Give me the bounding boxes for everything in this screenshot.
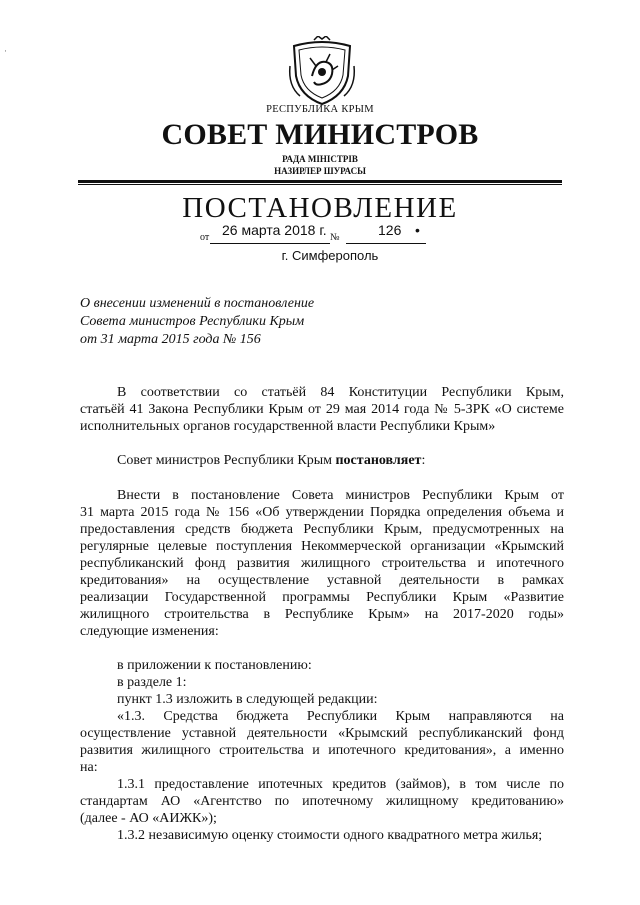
- number-tick: •: [415, 222, 420, 238]
- basis-line: исполнительных органов государственной власти Республики Крым»: [80, 419, 496, 434]
- council-title-crh: НАЗИРЛЕР ШУРАСЫ: [274, 166, 366, 176]
- subject-line: О внесении изменений в постановление: [80, 296, 315, 311]
- header-rule-thin: [78, 184, 562, 185]
- resolves-line: Совет министров Республики Крым постановляет:: [117, 453, 426, 468]
- date-underline: [210, 243, 330, 244]
- p13-line: осуществление уставной деятельности «Крымский республиканский фонд: [80, 726, 564, 741]
- decree-number: 126: [378, 222, 402, 238]
- amend-line: регулярные целевые поступления Некоммерческой организации «Крымский: [80, 539, 564, 554]
- document-type: ПОСТАНОВЛЕНИЕ: [182, 192, 458, 224]
- council-title: СОВЕТ МИНИСТРОВ: [161, 118, 479, 151]
- subject-line: от 31 марта 2015 года № 156: [80, 332, 261, 347]
- number-underline: [346, 243, 426, 244]
- margin-mark: ·: [4, 46, 7, 56]
- header-rule-thick: [78, 180, 562, 183]
- p13-line: на:: [80, 760, 98, 775]
- decree-date: 26 марта 2018 г.: [222, 222, 327, 238]
- council-title-ua: РАДА МІНІСТРІВ: [282, 154, 358, 164]
- amend-line: жилищного строительства в Республике Крым» на 2017-2020 годы»: [80, 607, 564, 622]
- amend-line: Внести в постановление Совета министров Республики Крым от: [117, 488, 564, 503]
- crimea-coat-of-arms-icon: [286, 36, 358, 108]
- p131-line: (далее - АО «АИЖК»);: [80, 811, 217, 826]
- republic-name: РЕСПУБЛИКА КРЫМ: [266, 104, 374, 115]
- city: г. Симферополь: [281, 248, 379, 263]
- from-label: от: [200, 232, 210, 243]
- p131-line: стандартам АО «Агентство по ипотечному жилищному кредитованию»: [80, 794, 564, 809]
- amend-line: кредитования» на осуществление уставной деятельности в рамках: [80, 573, 564, 588]
- p13-line: «1.3. Средства бюджета Республики Крым направляются на: [117, 709, 564, 724]
- amend-line: предоставления средств бюджета Республики Крым, предусмотренных на: [80, 522, 564, 537]
- p131-line: 1.3.1 предоставление ипотечных кредитов (займов), в том числе по: [117, 777, 564, 792]
- amend-line: реализации Государственной программы Республики Крым «Развитие: [80, 590, 564, 605]
- amend-line: следующие изменения:: [80, 624, 219, 639]
- list-line: в разделе 1:: [117, 675, 187, 690]
- list-line: пункт 1.3 изложить в следующей редакции:: [117, 692, 378, 707]
- p132-line: 1.3.2 независимую оценку стоимости одного квадратного метра жилья;: [117, 828, 543, 843]
- amend-line: 31 марта 2015 года № 156 «Об утверждении Порядка определения объема и: [80, 505, 564, 520]
- subject-line: Совета министров Республики Крым: [80, 314, 305, 329]
- number-label: №: [330, 232, 340, 243]
- basis-line: В соответствии со статьёй 84 Конституции Республики Крым,: [117, 385, 564, 400]
- p13-line: развития жилищного строительства и ипотечного кредитования», а именно: [80, 743, 564, 758]
- resolves-bold: постановляет: [335, 453, 422, 468]
- decree-date-number: [200, 222, 440, 246]
- amend-line: республиканский фонд развития жилищного строительства и ипотечного: [80, 556, 564, 571]
- list-line: в приложении к постановлению:: [117, 658, 312, 673]
- basis-line: статьёй 41 Закона Республики Крым от 29 мая 2014 года № 5-ЗРК «О системе: [80, 402, 564, 417]
